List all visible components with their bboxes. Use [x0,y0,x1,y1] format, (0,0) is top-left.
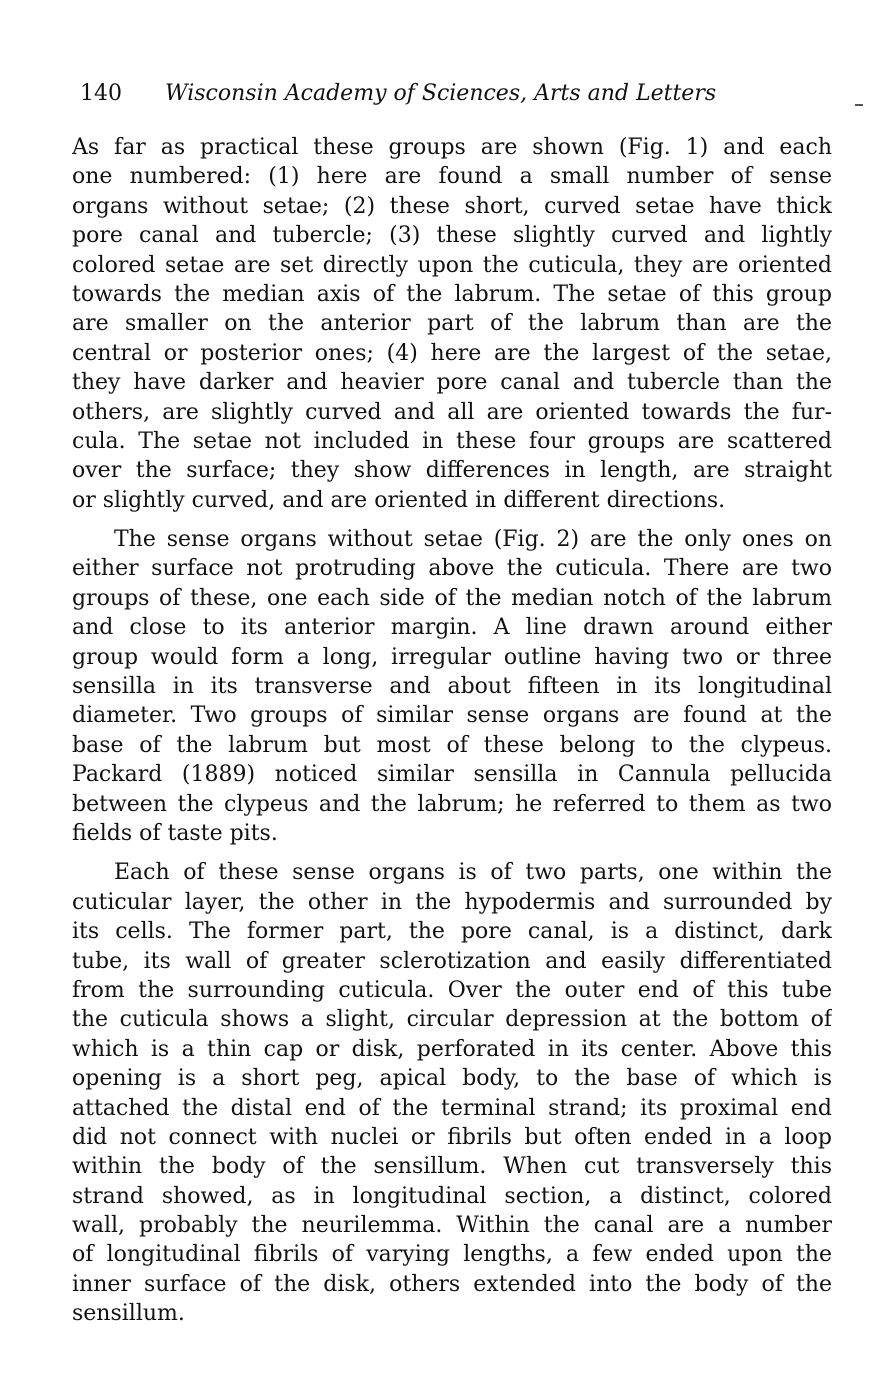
text-line: over the surface; they show differences in length, are straight [72,458,832,484]
text-line: As far as practical these groups are shown (Fig. 1) and each [72,135,832,160]
text-line: or slightly curved, and are oriented in different directions. [72,487,726,513]
text-line: sensilla in its transverse and about fifteen in its longitudinal [72,674,832,700]
text-line: and close to its anterior margin. A line drawn around either [72,615,832,641]
text-line: its cells. The former part, the pore canal, is a distinct, dark [72,919,832,945]
text-line: sensillum. [72,1301,185,1327]
text-line: of longitudinal fibrils of varying lengths, a few ended upon the [72,1242,832,1268]
page-header [80,74,780,114]
paragraph [72,133,832,515]
text-line: towards the median axis of the labrum. The setae of this group [72,281,832,307]
text-line: others, are slightly curved and all are oriented towards the fur- [72,399,832,425]
text-line: cula. The setae not included in these four groups are scattered [72,428,832,454]
text-line: fields of taste pits. [72,820,278,846]
text-line: the cuticula shows a slight, circular depression at the bottom of [72,1007,832,1033]
text-line: pore canal and tubercle; (3) these slightly curved and lightly [72,223,832,249]
text-line: Packard (1889) noticed similar sensilla in Cannula pellucida [72,762,832,788]
text-line: Each of these sense organs is of two parts, one within the [114,860,832,886]
text-line: either surface not protruding above the cuticula. There are two [72,556,832,582]
paragraph [72,858,832,1328]
text-line: from the surrounding cuticula. Over the outer end of this tube [72,977,832,1003]
text-line: one numbered: (1) here are found a small number of sense [72,164,832,190]
text-line: diameter. Two groups of similar sense organs are found at the [72,703,832,729]
text-line: cuticular layer, the other in the hypodermis and surrounded by [72,889,832,915]
text-line: are smaller on the anterior part of the labrum than are the [72,311,832,337]
paragraph [72,525,832,848]
text-line: wall, probably the neurilemma. Within the canal are a number [72,1213,832,1239]
running-title: Wisconsin Academy of Sciences, Arts and Letters [165,81,717,106]
text-line: within the body of the sensillum. When cut transversely this [72,1154,832,1180]
page-number: 140 [80,81,122,106]
text-line: groups of these, one each side of the median notch of the labrum [72,585,832,611]
text-line: group would form a long, irregular outline having two or three [72,644,832,670]
text-line: strand showed, as in longitudinal section, a distinct, colored [72,1183,832,1209]
text-line: did not connect with nuclei or fibrils but often ended in a loop [72,1124,832,1150]
text-line: base of the labrum but most of these belong to the clypeus. [72,732,832,758]
margin-mark [855,104,863,106]
text-line: inner surface of the disk, others extended into the body of the [72,1271,832,1297]
text-line: organs without setae; (2) these short, curved setae have thick [72,193,832,219]
text-line: opening is a short peg, apical body, to the base of which is [72,1066,832,1092]
text-line: between the clypeus and the labrum; he referred to them as two [72,791,832,817]
text-line: colored setae are set directly upon the cuticula, they are oriented [72,252,832,278]
body-text [72,133,832,1339]
text-line: central or posterior ones; (4) here are the largest of the setae, [72,340,832,366]
text-line: The sense organs without setae (Fig. 2) are the only ones on [114,527,832,553]
text-line: attached the distal end of the terminal strand; its proximal end [72,1095,832,1121]
text-line: they have darker and heavier pore canal and tubercle than the [72,370,832,396]
text-line: tube, its wall of greater sclerotization and easily differentiated [72,948,832,974]
text-line: which is a thin cap or disk, perforated in its center. Above this [72,1036,832,1062]
